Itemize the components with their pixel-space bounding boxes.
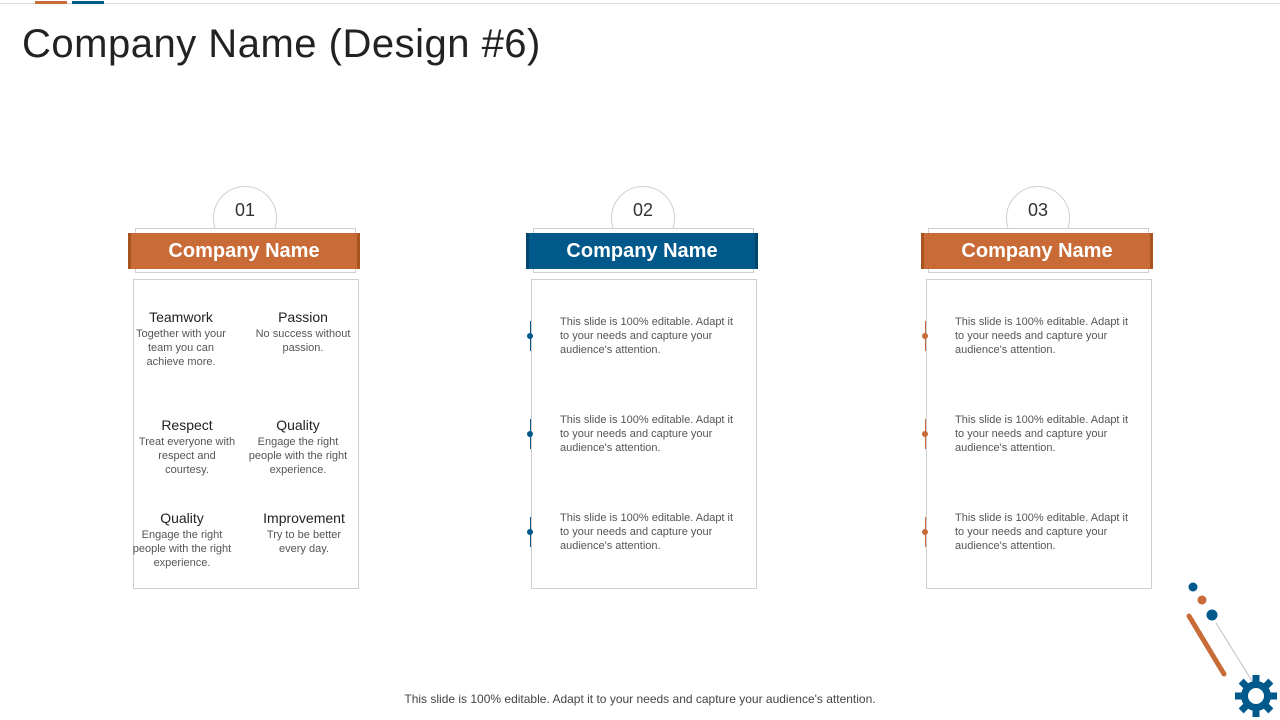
top-accent-blue [72, 1, 104, 4]
value-title: Improvement [263, 510, 345, 526]
item-marker-dot [527, 333, 533, 339]
item-marker-dot [922, 333, 928, 339]
value-title: Quality [276, 417, 320, 433]
value-text: Treat everyone with respect and courtesy. [138, 436, 236, 476]
column-header: Company Name [526, 233, 758, 269]
item-text: This slide is 100% editable. Adapt it to your needs and capture your audience's attention. [955, 414, 1129, 454]
column-header: Company Name [921, 233, 1153, 269]
item-text: This slide is 100% editable. Adapt it to your needs and capture your audience's attention. [955, 512, 1129, 552]
deco-dot-blue-small [1189, 583, 1198, 592]
column-number-badge: 02 [611, 186, 675, 250]
item-marker-dot [527, 431, 533, 437]
value-item [253, 308, 353, 355]
value-item [131, 308, 231, 369]
value-text: Engage the right people with the right experience. [132, 529, 232, 569]
item-text: This slide is 100% editable. Adapt it to your needs and capture your audience's attention. [560, 512, 734, 552]
value-text: Try to be better every day. [266, 529, 342, 555]
value-item [137, 416, 237, 477]
column-2 [522, 186, 762, 590]
gear-icon [1235, 675, 1277, 717]
values-panel [133, 279, 359, 589]
deco-stroke-orange [1189, 616, 1224, 674]
value-text: Engage the right people with the right experience. [248, 436, 348, 476]
column-1 [124, 186, 364, 590]
column-number-badge: 01 [213, 186, 277, 250]
item-text: This slide is 100% editable. Adapt it to your needs and capture your audience's attention. [560, 414, 734, 454]
list-item [927, 512, 1153, 567]
list-item [532, 512, 758, 567]
item-marker-dot [922, 529, 928, 535]
list-item [532, 316, 758, 371]
value-text: Together with your team you can achieve more. [136, 328, 226, 368]
item-text: This slide is 100% editable. Adapt it to your needs and capture your audience's attention. [955, 316, 1129, 356]
column-number-badge: 03 [1006, 186, 1070, 250]
items-panel [531, 279, 757, 589]
value-item [254, 509, 354, 556]
item-marker-dot [527, 529, 533, 535]
list-item [532, 414, 758, 469]
value-item [248, 416, 348, 477]
deco-dot-orange [1198, 596, 1207, 605]
value-text: No success without passion. [255, 328, 351, 354]
items-panel [926, 279, 1152, 589]
column-header: Company Name [128, 233, 360, 269]
top-divider [0, 3, 1280, 4]
list-item [927, 316, 1153, 371]
value-item [132, 509, 232, 570]
deco-dot-blue-large [1207, 610, 1218, 621]
value-title: Quality [160, 510, 204, 526]
item-marker-dot [922, 431, 928, 437]
page-title: Company Name (Design #6) [22, 22, 541, 66]
value-title: Teamwork [149, 309, 213, 325]
corner-decoration [1180, 578, 1280, 720]
item-text: This slide is 100% editable. Adapt it to your needs and capture your audience's attention. [560, 316, 734, 356]
value-title: Respect [161, 417, 213, 433]
column-3 [917, 186, 1157, 590]
footer-note: This slide is 100% editable. Adapt it to your needs and capture your audience's attention. [404, 692, 876, 706]
value-title: Passion [278, 309, 328, 325]
list-item [927, 414, 1153, 469]
top-accent-orange [35, 1, 67, 4]
